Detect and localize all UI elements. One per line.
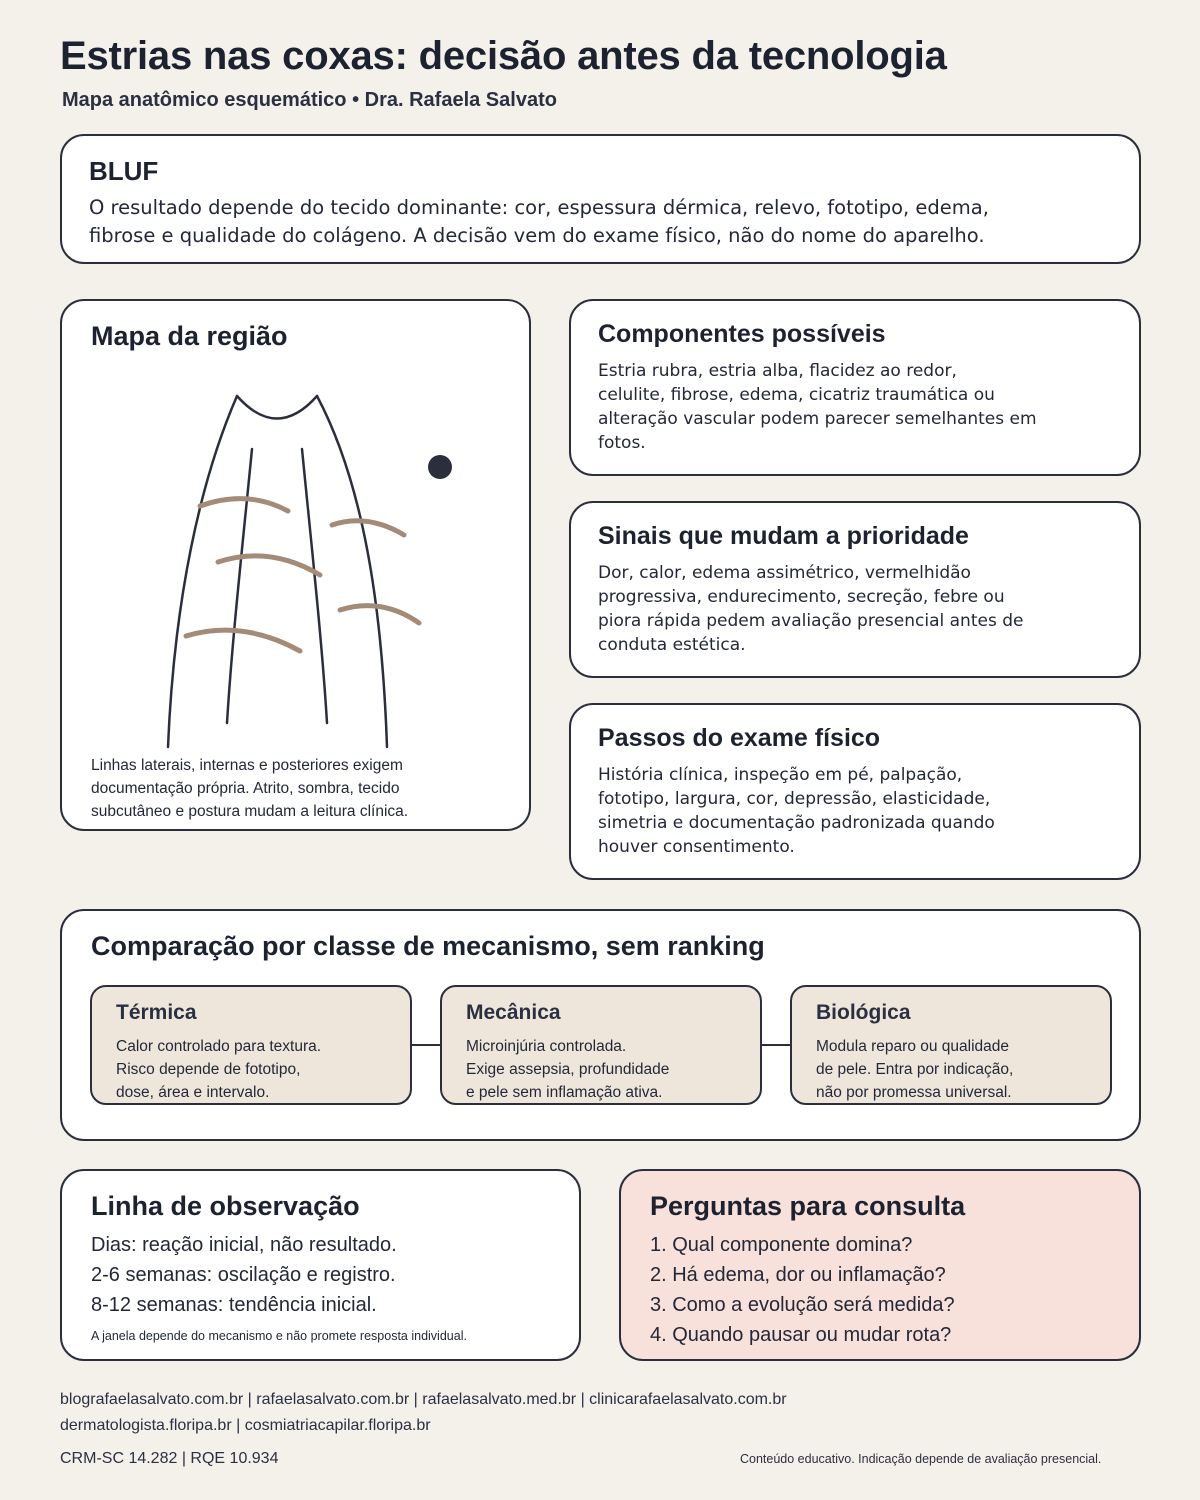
- timeline-card: [60, 1169, 581, 1361]
- signals-line: Dor, calor, edema assimétrico, vermelhidão: [598, 563, 971, 583]
- mechanism-line: de pele. Entra por indicação,: [816, 1061, 1014, 1078]
- mechanism-thermal: [90, 985, 412, 1105]
- comparison-title: Comparação por classe de mecanismo, sem ranking: [91, 931, 765, 961]
- mechanism-title: Biológica: [816, 1001, 911, 1024]
- bluf-card: [60, 134, 1141, 264]
- mechanism-line: não por promessa universal.: [816, 1084, 1012, 1101]
- bluf-text-line-1: O resultado depende do tecido dominante: cor, espessura dérmica, relevo, fototipo, edema,: [89, 196, 989, 219]
- exam-text: [598, 763, 995, 859]
- timeline-item: Dias: reação inicial, não resultado.: [91, 1234, 397, 1256]
- mechanism-connector: [410, 1044, 442, 1046]
- timeline-item: 8-12 semanas: tendência inicial.: [91, 1294, 377, 1316]
- exam-title: Passos do exame físico: [598, 724, 881, 752]
- bluf-text-line-2: fibrose e qualidade do colágeno. A decisão vem do exame físico, não do nome do aparelho.: [89, 224, 985, 247]
- stria-mark: [186, 630, 300, 651]
- footer-credentials: CRM-SC 14.282 | RQE 10.934: [60, 1450, 279, 1467]
- timeline-list: [91, 1230, 397, 1320]
- signals-line: conduta estética.: [598, 635, 746, 655]
- footer-links-line-2: dermatologista.floripa.br | cosmiatriacapilar.floripa.br: [60, 1417, 431, 1434]
- components-line: alteração vascular podem parecer semelhantes em: [598, 409, 1037, 429]
- thigh-right-edge: [317, 396, 387, 747]
- exam-card: [569, 703, 1141, 880]
- signals-text: [598, 561, 1023, 657]
- timeline-title: Linha de observação: [91, 1191, 360, 1221]
- question-item: 4. Quando pausar ou mudar rota?: [650, 1324, 952, 1346]
- map-caption-line: Linhas laterais, internas e posteriores exigem: [91, 757, 403, 774]
- signals-card: [569, 501, 1141, 678]
- mechanism-biological: [790, 985, 1112, 1105]
- map-card: [60, 299, 531, 831]
- page-title: Estrias nas coxas: decisão antes da tecnologia: [60, 34, 947, 78]
- thigh-inner-line-right: [302, 449, 327, 723]
- exam-line: simetria e documentação padronizada quando: [598, 813, 995, 833]
- mechanism-line: Risco depende de fototipo,: [116, 1061, 301, 1078]
- mechanism-title: Térmica: [116, 1001, 197, 1024]
- map-title: Mapa da região: [91, 321, 288, 351]
- thigh-inner-line-left: [227, 449, 252, 723]
- exam-line: houver consentimento.: [598, 837, 795, 857]
- timeline-item: 2-6 semanas: oscilação e registro.: [91, 1264, 396, 1286]
- signals-title: Sinais que mudam a prioridade: [598, 522, 969, 550]
- mechanism-line: Exige assepsia, profundidade: [466, 1061, 670, 1078]
- mechanism-connector: [760, 1044, 792, 1046]
- mechanism-line: Calor controlado para textura.: [116, 1038, 322, 1055]
- components-line: Estria rubra, estria alba, flacidez ao redor,: [598, 361, 957, 381]
- question-item: 1. Qual componente domina?: [650, 1234, 913, 1256]
- thigh-top-curve: [237, 396, 317, 419]
- thigh-left-edge: [168, 396, 237, 747]
- marker-dot: [428, 455, 452, 479]
- components-card: [569, 299, 1141, 476]
- thigh-outline: [168, 396, 387, 747]
- bluf-title: BLUF: [89, 156, 159, 186]
- exam-line: fototipo, largura, cor, depressão, elasticidade,: [598, 789, 991, 809]
- components-line: celulite, fibrose, edema, cicatriz traumática ou: [598, 385, 995, 405]
- questions-card: [619, 1169, 1141, 1361]
- timeline-note: A janela depende do mecanismo e não promete resposta individual.: [91, 1329, 467, 1343]
- map-caption-line: documentação própria. Atrito, sombra, tecido: [91, 780, 400, 797]
- exam-line: História clínica, inspeção em pé, palpação,: [598, 765, 963, 785]
- signals-line: piora rápida pedem avaliação presencial antes de: [598, 611, 1024, 631]
- components-line: fotos.: [598, 433, 646, 453]
- components-title: Componentes possíveis: [598, 320, 886, 348]
- mechanism-line: Microinjúria controlada.: [466, 1038, 627, 1055]
- questions-list: [650, 1230, 955, 1350]
- signals-line: progressiva, endurecimento, secreção, febre ou: [598, 587, 1005, 607]
- question-item: 2. Há edema, dor ou inflamação?: [650, 1264, 946, 1286]
- stria-mark: [200, 499, 288, 511]
- footer-links-line-1: blografaelasalvato.com.br | rafaelasalvato.com.br | rafaelasalvato.med.br | clinicarafaelasalvato.com.br: [60, 1391, 787, 1408]
- mechanism-line: e pele sem inflamação ativa.: [466, 1084, 663, 1101]
- stria-mark: [340, 606, 419, 623]
- components-text: [598, 359, 1037, 455]
- footer-disclaimer: Conteúdo educativo. Indicação depende de avaliação presencial.: [740, 1452, 1102, 1466]
- comparison-card: [60, 909, 1141, 1141]
- question-item: 3. Como a evolução será medida?: [650, 1294, 955, 1316]
- mechanism-line: Modula reparo ou qualidade: [816, 1038, 1010, 1055]
- stria-mark: [218, 556, 320, 575]
- map-caption: [91, 754, 408, 823]
- mechanism-mechanical: [440, 985, 762, 1105]
- stria-mark: [332, 521, 404, 535]
- questions-title: Perguntas para consulta: [650, 1191, 966, 1221]
- mechanism-title: Mecânica: [466, 1001, 561, 1024]
- striae-marks: [186, 499, 419, 651]
- mechanism-line: dose, área e intervalo.: [116, 1084, 270, 1101]
- map-caption-line: subcutâneo e postura mudam a leitura clínica.: [91, 803, 409, 820]
- page-subtitle: Mapa anatômico esquemático • Dra. Rafaela Salvato: [62, 89, 557, 111]
